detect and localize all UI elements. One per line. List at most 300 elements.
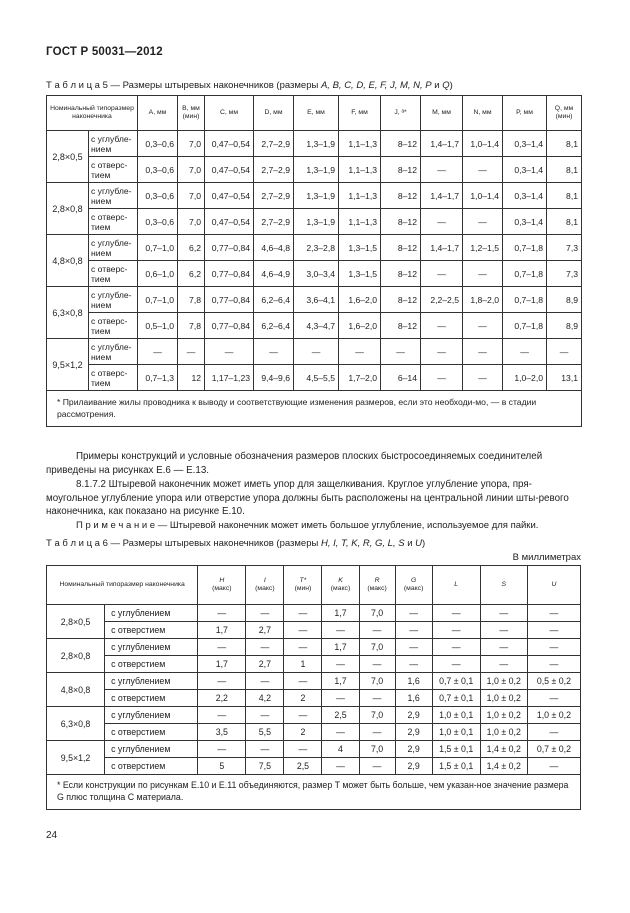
table6-header-cell [527, 566, 580, 605]
table6-row [47, 605, 581, 622]
table6-value-cell: — [480, 622, 527, 639]
table5-value-cell: 3,6–4,1 [294, 287, 339, 313]
table6-header-cell [359, 566, 395, 605]
table5-value-cell: 0,7–1,0 [138, 235, 178, 261]
table5-value-cell: 8,1 [547, 131, 582, 157]
table6-value-cell: — [432, 622, 480, 639]
table5-header-cell: N, мм [463, 96, 503, 131]
table6-header-symbol: I [263, 577, 266, 584]
table6-value-cell: 1,7 [198, 656, 246, 673]
page-number: 24 [46, 830, 58, 841]
table5-size-cell: 4,8×0,8 [47, 235, 89, 287]
table6-value-cell: 1,6 [395, 690, 432, 707]
table5-value-cell: 0,77–0,84 [205, 287, 254, 313]
table5-value-cell: 2,7–2,9 [254, 131, 294, 157]
table5-value-cell: 8,1 [547, 183, 582, 209]
table6-variant-cell: с углублением [105, 741, 198, 758]
table5-value-cell: 0,3–1,4 [503, 183, 547, 209]
table6-value-cell: 2,9 [395, 724, 432, 741]
table6-size-cell: 6,3×0,8 [47, 707, 105, 741]
table5-row [47, 235, 582, 261]
table6-units: В миллиметрах [512, 552, 581, 563]
table5-value-cell: 0,3–0,6 [138, 131, 178, 157]
table6-value-cell: 2,9 [395, 707, 432, 724]
table6-value-cell: 2,7 [246, 656, 284, 673]
table5-value-cell: 7,8 [178, 287, 205, 313]
table5-header-cell: C, мм [205, 96, 254, 131]
table6-row [47, 741, 581, 758]
table5-size-cell: 9,5×1,2 [47, 339, 89, 391]
table6-footnote: * Если конструкции по рисункам Е.10 и Е.11 объединяются, размер T может быть больше, чем указан-ное значение размера G плюс толщина C материала. [47, 775, 581, 810]
table6-value-cell: 1,7 [322, 673, 359, 690]
table5-value-cell: 2,7–2,9 [254, 209, 294, 235]
table5-value-cell: — [421, 261, 463, 287]
table6-value-cell: 1,0 ± 0,1 [432, 724, 480, 741]
table5-value-cell: — [463, 339, 503, 365]
table5-value-cell: 0,7–1,8 [503, 313, 547, 339]
table6-header-symbol: R [374, 577, 380, 584]
table5-footnote-row [47, 391, 582, 427]
table6-header-symbol: U [551, 581, 557, 588]
table6-value-cell: — [246, 741, 284, 758]
table5-value-cell: 1,1–1,3 [339, 131, 381, 157]
table5-size-cell: 2,8×0,5 [47, 131, 89, 183]
table5-value-cell: 2,3–2,8 [294, 235, 339, 261]
table6-variant-cell: с отверстием [105, 656, 198, 673]
table6-value-cell: 7,0 [359, 741, 395, 758]
table5-value-cell: 1,0–2,0 [503, 365, 547, 391]
table6-value-cell: 2 [284, 724, 322, 741]
table5-value-cell: 7,0 [178, 183, 205, 209]
table5-value-cell: 1,0–1,4 [463, 131, 503, 157]
table6-variant-cell: с отверстием [105, 622, 198, 639]
table5-value-cell: 6,2–6,4 [254, 287, 294, 313]
table6-value-cell: 1,7 [322, 605, 359, 622]
table5-value-cell: 8–12 [381, 261, 421, 287]
table5-value-cell: 8–12 [381, 157, 421, 183]
table6-value-cell: — [246, 605, 284, 622]
table5-header-cell: P, мм [503, 96, 547, 131]
table5-size-cell: 2,8×0,8 [47, 183, 89, 235]
table6-value-cell: — [322, 622, 359, 639]
table6-value-cell: 7,0 [359, 673, 395, 690]
table6-value-cell: 2,2 [198, 690, 246, 707]
table5-value-cell: — [138, 339, 178, 365]
note [46, 519, 581, 533]
table5-row [47, 339, 582, 365]
table6-value-cell: — [284, 741, 322, 758]
table5-value-cell: 8–12 [381, 235, 421, 261]
table6-row [47, 656, 581, 673]
table5-header-row [47, 96, 582, 131]
table5-value-cell: 1,7–2,0 [339, 365, 381, 391]
table6-value-cell: — [527, 690, 580, 707]
table6-value-cell: 5,5 [246, 724, 284, 741]
table6-value-cell: 1,0 ± 0,2 [527, 707, 580, 724]
table5-value-cell: 1,4–1,7 [421, 235, 463, 261]
table5-variant-cell: с отверс-тием [89, 313, 138, 339]
table6-value-cell: 7,0 [359, 707, 395, 724]
table5-value-cell: 8–12 [381, 209, 421, 235]
table5-value-cell: 0,3–0,6 [138, 157, 178, 183]
table5-value-cell: 0,5–1,0 [138, 313, 178, 339]
table5-value-cell: 1,6–2,0 [339, 313, 381, 339]
table5-value-cell: 7,0 [178, 131, 205, 157]
table5-header-cell: M, мм [421, 96, 463, 131]
table5-value-cell: 2,7–2,9 [254, 183, 294, 209]
table6-value-cell: — [284, 605, 322, 622]
table5-row [47, 313, 582, 339]
table5-value-cell: 6,2 [178, 235, 205, 261]
table6-header-symbol: K [338, 577, 343, 584]
table5-value-cell: 0,3–1,4 [503, 209, 547, 235]
table5-row [47, 287, 582, 313]
table5-variant-cell: с углубле-нием [89, 339, 138, 365]
table6-value-cell: — [527, 656, 580, 673]
table5-footnote: * Прилаивание жилы проводника к выводу и соответствующие изменения размеров, если это необходи-мо, — в стадии рассмотрения. [47, 391, 582, 427]
table6-header-cell [246, 566, 284, 605]
table6-value-cell: 3,5 [198, 724, 246, 741]
table6-value-cell: — [322, 690, 359, 707]
table6-value-cell: — [359, 690, 395, 707]
table6-value-cell: 2,9 [395, 741, 432, 758]
table5-variant-cell: с углубле-нием [89, 183, 138, 209]
table6-value-cell: 4 [322, 741, 359, 758]
table5-value-cell: 1,4–1,7 [421, 131, 463, 157]
table6-row [47, 758, 581, 775]
table5-value-cell: 7,0 [178, 157, 205, 183]
table6-value-cell: — [480, 656, 527, 673]
table6-value-cell: — [527, 758, 580, 775]
table6-value-cell: 2,5 [322, 707, 359, 724]
table5 [46, 95, 582, 427]
table5-value-cell: 8–12 [381, 313, 421, 339]
table6-value-cell: — [198, 605, 246, 622]
table5-value-cell: 1,17–1,23 [205, 365, 254, 391]
table6-row [47, 724, 581, 741]
table5-value-cell: 8–12 [381, 287, 421, 313]
table6-header-symbol: T* [299, 577, 307, 584]
table6-value-cell: 0,7 ± 0,1 [432, 673, 480, 690]
note-label: П р и м е ч а н и е [76, 520, 156, 531]
table5-value-cell: 8,9 [547, 287, 582, 313]
table6-variant-cell: с углублением [105, 707, 198, 724]
table6-value-cell: — [395, 656, 432, 673]
table5-size-cell: 6,3×0,8 [47, 287, 89, 339]
table5-variant-cell: с углубле-нием [89, 131, 138, 157]
table6-variant-cell: с отверстием [105, 758, 198, 775]
table5-value-cell: 0,47–0,54 [205, 131, 254, 157]
table5-value-cell: 0,7–1,8 [503, 261, 547, 287]
table5-value-cell: 1,0–1,4 [463, 183, 503, 209]
table6-value-cell: 1,0 ± 0,2 [480, 673, 527, 690]
table5-value-cell: 1,3–1,5 [339, 261, 381, 287]
table6-value-cell: 7,0 [359, 605, 395, 622]
table5-value-cell: — [339, 339, 381, 365]
table6-value-cell: 4,2 [246, 690, 284, 707]
table5-value-cell: 4,5–5,5 [294, 365, 339, 391]
table5-variant-cell: с отверс-тием [89, 157, 138, 183]
table5-header-size: Номинальный типоразмер наконечника [47, 96, 138, 131]
table5-value-cell: 6–14 [381, 365, 421, 391]
table5-value-cell: 6,2 [178, 261, 205, 287]
table6-variant-cell: с отверстием [105, 690, 198, 707]
table5-value-cell: — [463, 157, 503, 183]
table5-value-cell: 0,3–0,6 [138, 183, 178, 209]
table6-value-cell: 2,5 [284, 758, 322, 775]
table6-header-qualifier: (макс) [255, 585, 275, 592]
table5-value-cell: 3,0–3,4 [294, 261, 339, 287]
table6-value-cell: — [198, 707, 246, 724]
table6-value-cell: — [432, 656, 480, 673]
table6-value-cell: — [322, 724, 359, 741]
table6 [46, 565, 581, 810]
table6-value-cell: 1,0 ± 0,2 [480, 690, 527, 707]
table6-value-cell: — [359, 758, 395, 775]
table6-value-cell: 1,7 [198, 622, 246, 639]
table6-header-cell [284, 566, 322, 605]
table6-value-cell: — [198, 639, 246, 656]
table5-value-cell: — [421, 339, 463, 365]
table5-variant-cell: с отверс-тием [89, 209, 138, 235]
table6-header-cell [480, 566, 527, 605]
table5-value-cell: — [463, 209, 503, 235]
table5-value-cell: 0,3–1,4 [503, 157, 547, 183]
table6-value-cell: 1,0 ± 0,1 [432, 707, 480, 724]
table5-value-cell: 1,1–1,3 [339, 183, 381, 209]
table6-value-cell: — [198, 673, 246, 690]
table6-header-symbol: L [454, 581, 459, 588]
table5-variant-cell: с отверс-тием [89, 365, 138, 391]
table6-value-cell: — [527, 639, 580, 656]
table6-value-cell: 2,7 [246, 622, 284, 639]
table5-value-cell: 7,3 [547, 235, 582, 261]
table6-header-qualifier: (макс) [330, 585, 351, 592]
table5-value-cell: 8,9 [547, 313, 582, 339]
table5-value-cell: 1,8–2,0 [463, 287, 503, 313]
table5-value-cell: — [421, 365, 463, 391]
table5-value-cell: 1,1–1,3 [339, 209, 381, 235]
table5-value-cell: — [294, 339, 339, 365]
table6-value-cell: 0,7 ± 0,2 [527, 741, 580, 758]
table5-value-cell: — [503, 339, 547, 365]
table6-header-row [47, 566, 581, 605]
table6-value-cell: — [246, 673, 284, 690]
table6-value-cell: — [432, 639, 480, 656]
table5-value-cell: 0,3–1,4 [503, 131, 547, 157]
table6-variant-cell: с углублением [105, 673, 198, 690]
table6-value-cell: — [480, 639, 527, 656]
table5-row [47, 183, 582, 209]
table6-value-cell: — [480, 605, 527, 622]
table6-value-cell: 1,0 ± 0,2 [480, 724, 527, 741]
table6-value-cell: — [246, 639, 284, 656]
table5-value-cell: 0,7–1,0 [138, 287, 178, 313]
table5-value-cell: — [178, 339, 205, 365]
table5-value-cell: 0,3–0,6 [138, 209, 178, 235]
table5-value-cell: — [254, 339, 294, 365]
table5-value-cell: 4,6–4,9 [254, 261, 294, 287]
table6-value-cell: 1,0 ± 0,2 [480, 707, 527, 724]
table5-value-cell: 8,1 [547, 209, 582, 235]
table5-value-cell: 0,47–0,54 [205, 209, 254, 235]
table5-value-cell: — [205, 339, 254, 365]
table6-value-cell: 1 [284, 656, 322, 673]
table5-row [47, 157, 582, 183]
table6-value-cell: — [527, 622, 580, 639]
table5-value-cell: 1,3–1,9 [294, 209, 339, 235]
table5-row [47, 131, 582, 157]
table5-value-cell: 4,6–4,8 [254, 235, 294, 261]
table5-value-cell: 0,7–1,8 [503, 287, 547, 313]
table6-value-cell: — [527, 724, 580, 741]
table5-value-cell: — [547, 339, 582, 365]
table5-header-cell: J, ᵃ* [381, 96, 421, 131]
table6-size-cell: 2,8×0,8 [47, 639, 105, 673]
table5-value-cell: 0,7–1,8 [503, 235, 547, 261]
table6-value-cell: — [284, 639, 322, 656]
table6-value-cell: 5 [198, 758, 246, 775]
table5-value-cell: — [463, 365, 503, 391]
table5-value-cell: 0,77–0,84 [205, 313, 254, 339]
table6-value-cell: 0,5 ± 0,2 [527, 673, 580, 690]
table5-value-cell: 1,4–1,7 [421, 183, 463, 209]
table5-value-cell: 0,7–1,3 [138, 365, 178, 391]
table5-variant-cell: с углубле-нием [89, 235, 138, 261]
table6-value-cell: — [284, 622, 322, 639]
table5-caption: Т а б л и ц а 5 — Размеры штыревых наконечников (размеры A, B, C, D, E, F, J, M, N, P и Q) [46, 80, 453, 91]
table5-row [47, 365, 582, 391]
table5-value-cell: 2,2–2,5 [421, 287, 463, 313]
table6-value-cell: 2 [284, 690, 322, 707]
table6-value-cell: 1,6 [395, 673, 432, 690]
table5-value-cell: 8–12 [381, 183, 421, 209]
table6-value-cell: 7,5 [246, 758, 284, 775]
table6-header-cell [432, 566, 480, 605]
table6-value-cell: — [284, 707, 322, 724]
table5-value-cell: 8,1 [547, 157, 582, 183]
table5-header-cell: E, мм [294, 96, 339, 131]
table6-header-qualifier: (макс) [403, 585, 424, 592]
table6-value-cell: — [322, 758, 359, 775]
note-text: — Штыревой наконечник может иметь большое углубление, используемое для пайки. [155, 520, 539, 531]
table5-variant-cell: с углубле-нием [89, 287, 138, 313]
table6-value-cell: — [284, 673, 322, 690]
table6-value-cell: 1,5 ± 0,1 [432, 758, 480, 775]
table6-value-cell: 7,0 [359, 639, 395, 656]
table6-row [47, 690, 581, 707]
table6-row [47, 673, 581, 690]
table5-value-cell: 12 [178, 365, 205, 391]
table6-value-cell: — [432, 605, 480, 622]
table5-value-cell: 0,47–0,54 [205, 157, 254, 183]
table5-value-cell: 8–12 [381, 131, 421, 157]
table6-value-cell: — [359, 622, 395, 639]
table6-header-qualifier: (мин) [294, 585, 312, 592]
table5-value-cell: — [421, 313, 463, 339]
table6-size-cell: 2,8×0,5 [47, 605, 105, 639]
table6-variant-cell: с отверстием [105, 724, 198, 741]
table6-footnote-row [47, 775, 581, 810]
table6-variant-cell: с углублением [105, 639, 198, 656]
table6-value-cell: — [527, 605, 580, 622]
table6-header-cell [322, 566, 359, 605]
table6-row [47, 622, 581, 639]
table6-value-cell: 1,4 ± 0,2 [480, 758, 527, 775]
table5-header-cell: A, мм [138, 96, 178, 131]
table5-value-cell: 0,6–1,0 [138, 261, 178, 287]
table6-header-symbol: S [501, 581, 507, 588]
table5-value-cell: — [421, 157, 463, 183]
document-header: ГОСТ Р 50031—2012 [46, 46, 163, 58]
table5-value-cell: 0,47–0,54 [205, 183, 254, 209]
table6-value-cell: — [395, 622, 432, 639]
table6-value-cell: — [246, 707, 284, 724]
table5-header-cell: B, мм (мин) [178, 96, 205, 131]
table5-value-cell: 9,4–9,6 [254, 365, 294, 391]
table5-value-cell: 1,6–2,0 [339, 287, 381, 313]
table5-value-cell: 1,3–1,9 [294, 183, 339, 209]
paragraph-examples: Примеры конструкций и условные обозначения размеров плоских быстросоединяемых соединителей приведены на рисунках Е.6 — Е.13. [46, 451, 543, 476]
table5-value-cell: — [463, 261, 503, 287]
table6-header-symbol: G [410, 577, 417, 584]
table5-header-cell: D, мм [254, 96, 294, 131]
table5-value-cell: 4,3–4,7 [294, 313, 339, 339]
table6-value-cell: — [322, 656, 359, 673]
table6-value-cell: — [395, 605, 432, 622]
paragraph-8-1-7-2: 8.1.7.2 Штыревой наконечник может иметь упор для защелкивания. Круглое углубление упора, пря-моугольное углубление упора или отверстие упора должны быть расположены на центральной линии шты-ревого наконечника, как показано на рисунке Е.10. [46, 479, 569, 517]
table6-header-size: Номинальный типоразмер наконечника [47, 566, 198, 605]
table6-value-cell: 1,4 ± 0,2 [480, 741, 527, 758]
table5-value-cell: 7,0 [178, 209, 205, 235]
table5-value-cell: 0,77–0,84 [205, 261, 254, 287]
table6-value-cell: — [359, 656, 395, 673]
table6-size-cell: 9,5×1,2 [47, 741, 105, 775]
table5-value-cell: 7,3 [547, 261, 582, 287]
table6-header-cell [395, 566, 432, 605]
table6-value-cell: 1,7 [322, 639, 359, 656]
table6-variant-cell: с углублением [105, 605, 198, 622]
table5-value-cell: 1,2–1,5 [463, 235, 503, 261]
table5-value-cell: — [421, 209, 463, 235]
table5-value-cell: 13,1 [547, 365, 582, 391]
table5-value-cell: 6,2–6,4 [254, 313, 294, 339]
table6-value-cell: — [198, 741, 246, 758]
table5-value-cell: 1,3–1,5 [339, 235, 381, 261]
table5-value-cell: 1,3–1,9 [294, 131, 339, 157]
table5-header-cell: Q, мм (мин) [547, 96, 582, 131]
table6-header-qualifier: (макс) [212, 585, 232, 592]
table6-header-qualifier: (макс) [367, 585, 387, 592]
table6-value-cell: — [395, 639, 432, 656]
table6-value-cell: 1,5 ± 0,1 [432, 741, 480, 758]
table6-value-cell: — [359, 724, 395, 741]
table6-header-symbol: H [219, 577, 225, 584]
table6-header-cell [198, 566, 246, 605]
table6-caption: Т а б л и ц а 6 — Размеры штыревых наконечников (размеры H, I, T, K, R, G, L, S и U) [46, 538, 426, 549]
table5-value-cell: 1,3–1,9 [294, 157, 339, 183]
table6-row [47, 707, 581, 724]
table5-value-cell: — [463, 313, 503, 339]
table5-row [47, 209, 582, 235]
table6-value-cell: 0,7 ± 0,1 [432, 690, 480, 707]
table5-header-cell: F, мм [339, 96, 381, 131]
table5-value-cell: — [381, 339, 421, 365]
table5-value-cell: 7,8 [178, 313, 205, 339]
table5-row [47, 261, 582, 287]
table6-value-cell: 2,9 [395, 758, 432, 775]
table6-size-cell: 4,8×0,8 [47, 673, 105, 707]
